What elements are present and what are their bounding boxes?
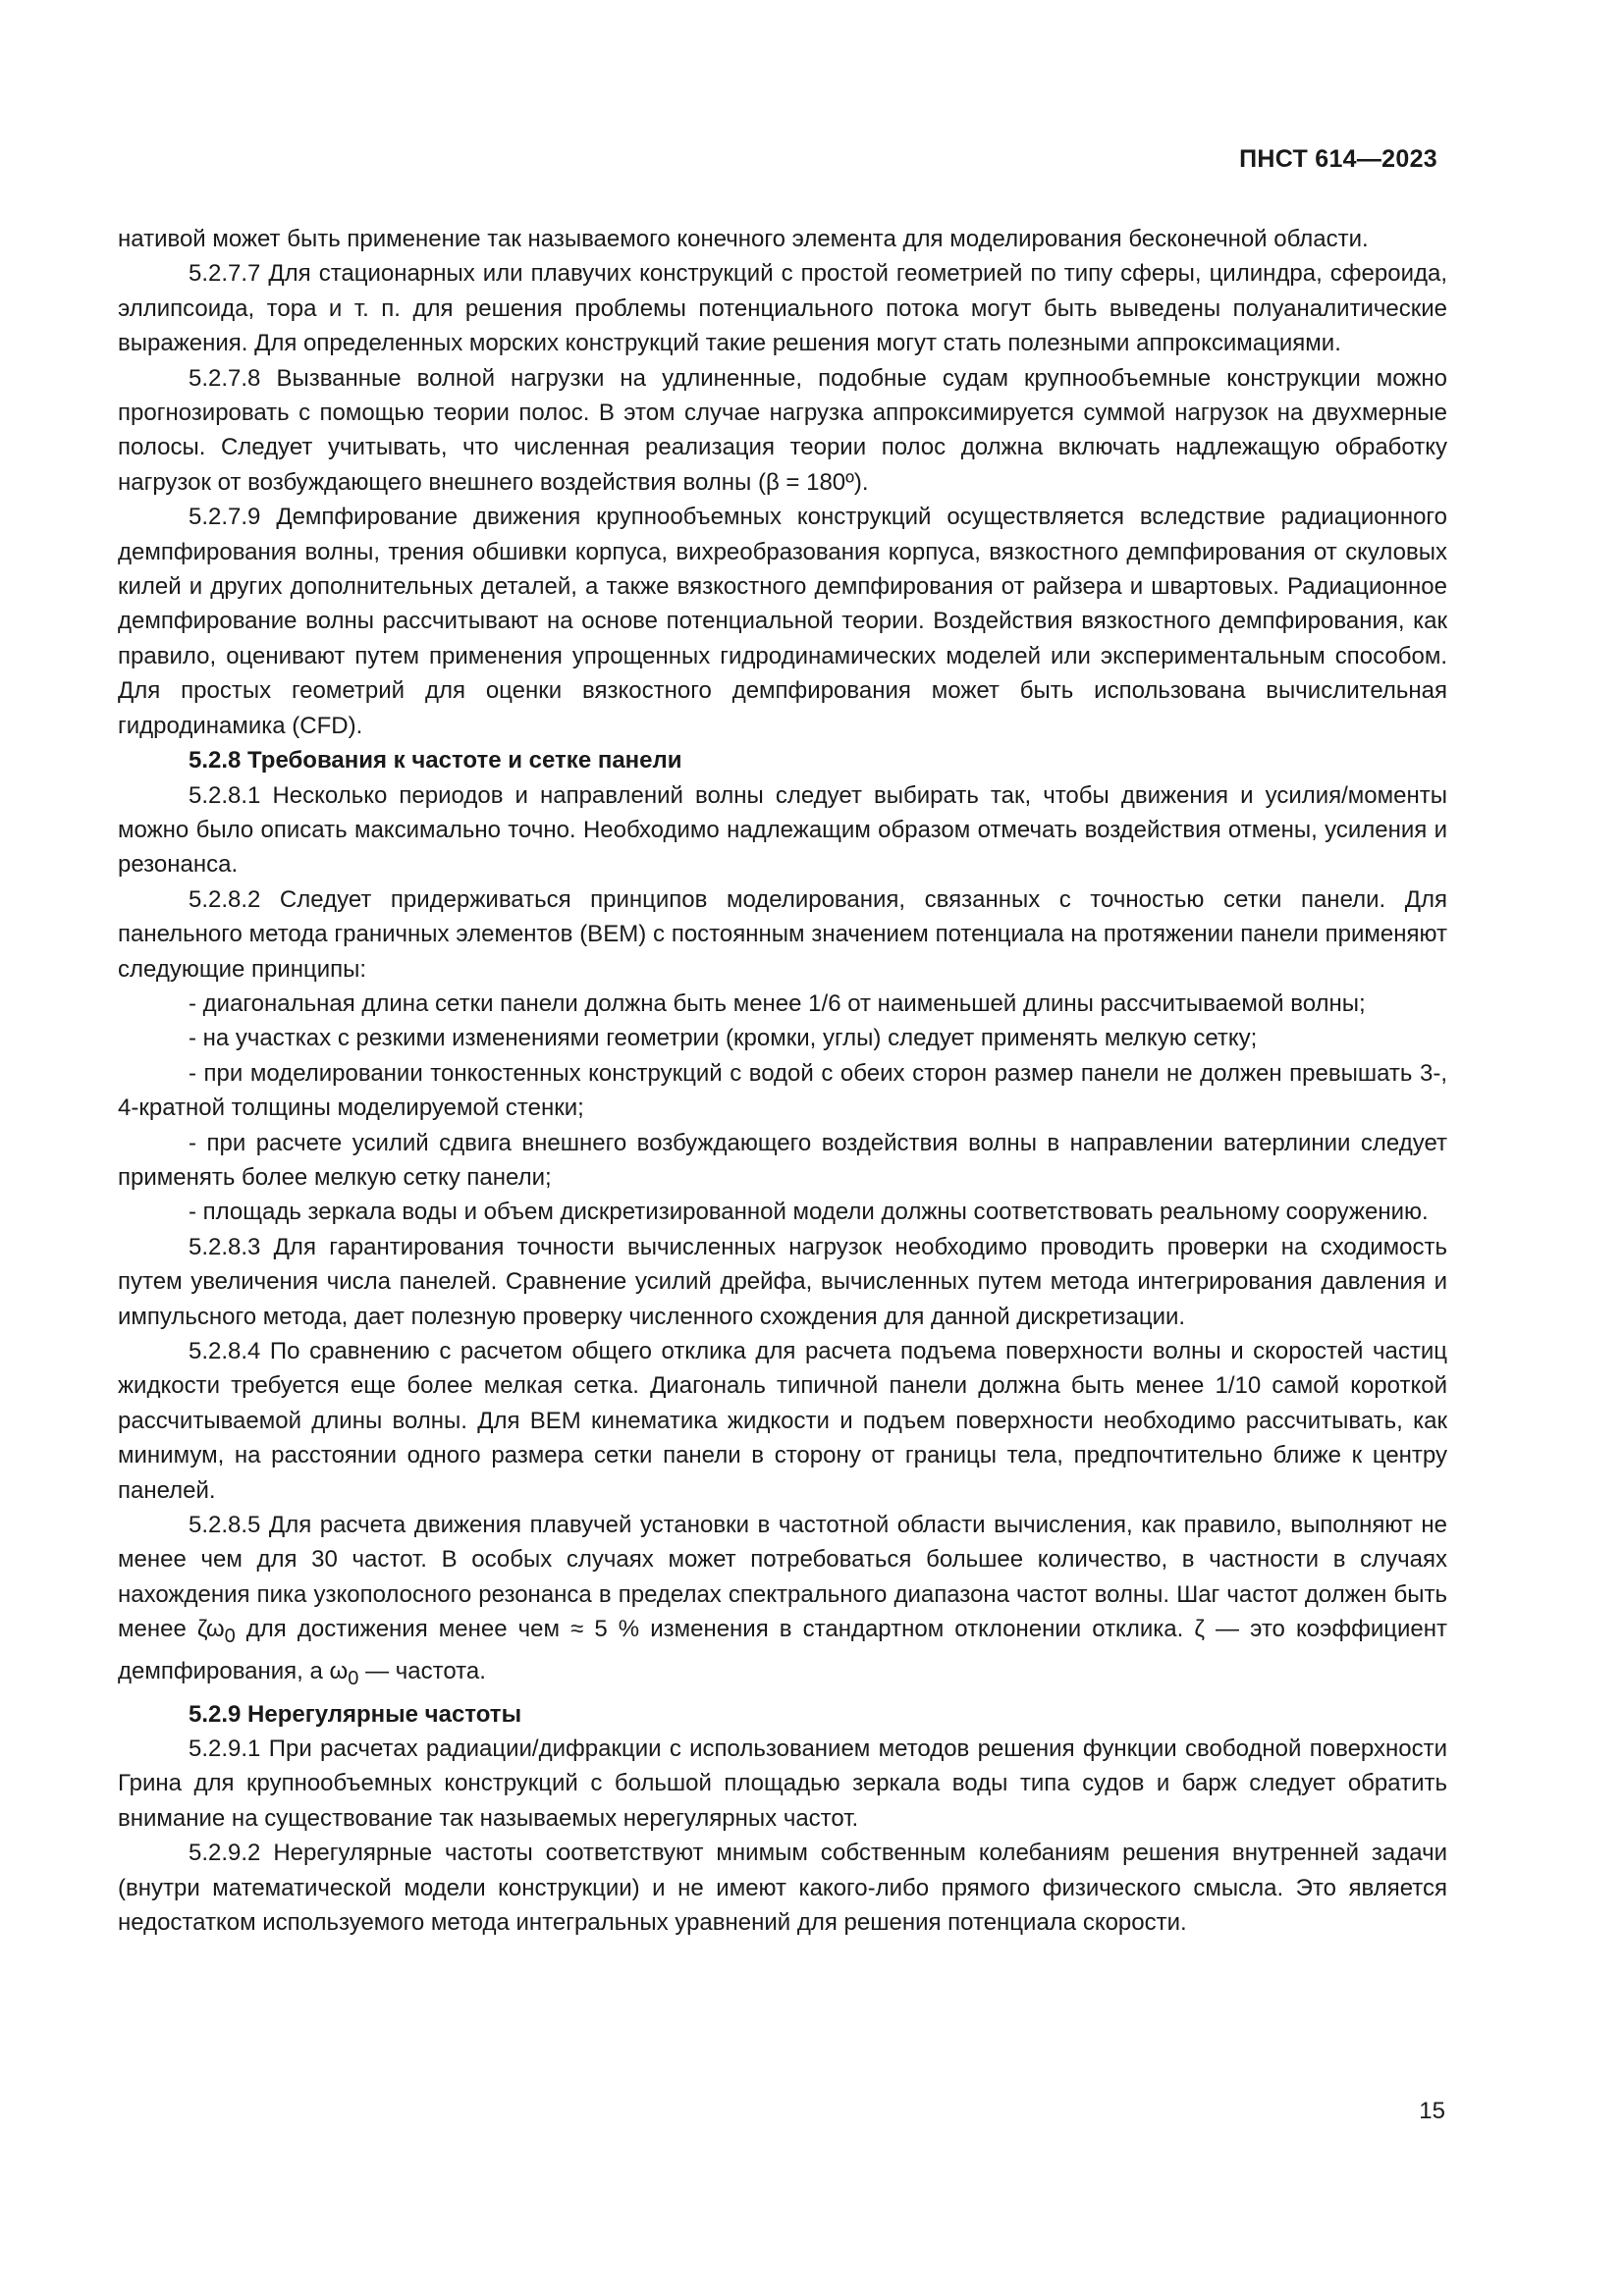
list-item-geometry-changes: - на участках с резкими изменениями геометрии (кромки, углы) следует применять мелкую сетку; (189, 1025, 1258, 1052)
paragraph-text: — частота. (358, 1658, 486, 1685)
subscript: 0 (348, 1668, 359, 1690)
paragraph-text: для достижения менее чем ≈ 5 % изменения в стандартном отклонении отклика. ζ — это коэффициент демпфирования, а ω (118, 1616, 1447, 1685)
paragraph-5-2-7-9: 5.2.7.9 Демпфирование движения крупнообъемных конструкций осуществляется вследствие радиационного демпфирования волны, трения обшивки корпуса, вихреобразования корпуса, вязкостного демпфирования от скуловых килей и других дополнительных деталей, а также вязкостного демпфирования от райзера и швартовых. Радиационное демпфирование волны рассчитывают на основе потенциальной теории. Воздействия вязкостного демпфирования, как правило, оценивают путем применения упрощенных гидродинамических моделей или экспериментальным способом. Для простых геометрий для оценки вязкостного демпфирования может быть использована вычислительная гидродинамика (CFD). (118, 504, 1447, 739)
paragraph-5-2-8-3: 5.2.8.3 Для гарантирования точности вычисленных нагрузок необходимо проводить проверки на сходимость путем увеличения числа панелей. Сравнение усилий дрейфа, вычисленных путем метода интегрирования давления и импульсного метода, дает полезную проверку численного схождения для данной дискретизации. (118, 1233, 1447, 1330)
paragraph-5-2-8-1: 5.2.8.1 Несколько периодов и направлений волны следует выбирать так, чтобы движения и усилия/моменты можно было описать максимально точно. Необходимо надлежащим образом отмечать воздействия отмены, усиления и резонанса. (118, 781, 1447, 879)
subscript: 0 (224, 1626, 236, 1648)
paragraph-5-2-8-2: 5.2.8.2 Следует придерживаться принципов моделирования, связанных с точностью сетки панели. Для панельного метода граничных элементов (BEM) с постоянным значением потенциала на протяжении панели применяют следующие принципы: (118, 885, 1447, 983)
page-body (118, 222, 1447, 1941)
section-heading-5-2-8: 5.2.8 Требования к частоте и сетке панели (189, 747, 682, 774)
page-number: 15 (1419, 2098, 1445, 2124)
paragraph-5-2-7-7: 5.2.7.7 Для стационарных или плавучих конструкций с простой геометрией по типу сферы, цилиндра, сфероида, эллипсоида, тора и т. п. для решения проблемы потенциального потока могут быть выведены полуаналитические выражения. Для определенных морских конструкций такие решения могут стать полезными аппроксимациями. (118, 260, 1447, 357)
paragraph-text: 5.2.8.5 Для расчета движения плавучей установки в частотной области вычисления, как правило, выполняют не менее чем для 30 частот. В особых случаях может потребоваться большее количество, в частности в случаях нахождения пика узкополосного резонанса в пределах спектрального диапазона частот волны. Шаг частот должен быть менее ζω (118, 1512, 1447, 1643)
list-item-diagonal-length: - диагональная длина сетки панели должна быть менее 1/6 от наименьшей длины рассчитываемой волны; (189, 989, 1366, 1017)
paragraph-5-2-9-1: 5.2.9.1 При расчетах радиации/дифракции с использованием методов решения функции свободной поверхности Грина для крупнообъемных конструкций с большой площадью зеркала воды типа судов и барж следует обратить внимание на существование так называемых нерегулярных частот. (118, 1735, 1447, 1832)
paragraph-5-2-8-4: 5.2.8.4 По сравнению с расчетом общего отклика для расчета подъема поверхности волны и скоростей частиц жидкости требуется еще более мелкая сетка. Диагональ типичной панели должна быть менее 1/10 самой короткой рассчитываемой длины волны. Для BEM кинематика жидкости и подъем поверхности необходимо рассчитывать, как минимум, на расстоянии одного размера сетки панели в сторону от границы тела, предпочтительно ближе к центру панелей. (118, 1338, 1447, 1504)
list-item-thin-walled: - при моделировании тонкостенных конструкций с водой с обеих сторон размер панели не должен превышать 3-, 4-кратной толщины моделируемой стенки; (118, 1059, 1447, 1122)
paragraph-5-2-7-8: 5.2.7.8 Вызванные волной нагрузки на удлиненные, подобные судам крупнообъемные конструкции можно прогнозировать с помощью теории полос. В этом случае нагрузка аппроксимируется суммой нагрузок на двухмерные полосы. Следует учитывать, что численная реализация теории полос должна включать надлежащую обработку нагрузок от возбуждающего внешнего воздействия волны (β = 180º). (118, 364, 1447, 496)
paragraph-continuation: нативой может быть применение так называемого конечного элемента для моделирования бесконечной области. (118, 226, 1369, 252)
paragraph-5-2-8-5 (118, 1508, 1447, 1697)
document-id-header: ПНСТ 614—2023 (1239, 145, 1437, 173)
paragraph-5-2-9-2: 5.2.9.2 Нерегулярные частоты соответствуют мнимым собственным колебаниям решения внутренней задачи (внутри математической модели конструкции) и не имеют какого-либо прямого физического смысла. Это является недостатком используемого метода интегральных уравнений для решения потенциала скорости. (118, 1840, 1447, 1937)
list-item-waterplane-area: - площадь зеркала воды и объем дискретизированной модели должны соответствовать реальному сооружению. (189, 1199, 1429, 1226)
section-heading-5-2-9: 5.2.9 Нерегулярные частоты (189, 1700, 522, 1728)
list-item-shear-forces: - при расчете усилий сдвига внешнего возбуждающего воздействия волны в направлении ватерлинии следует применять более мелкую сетку панели; (118, 1129, 1447, 1191)
